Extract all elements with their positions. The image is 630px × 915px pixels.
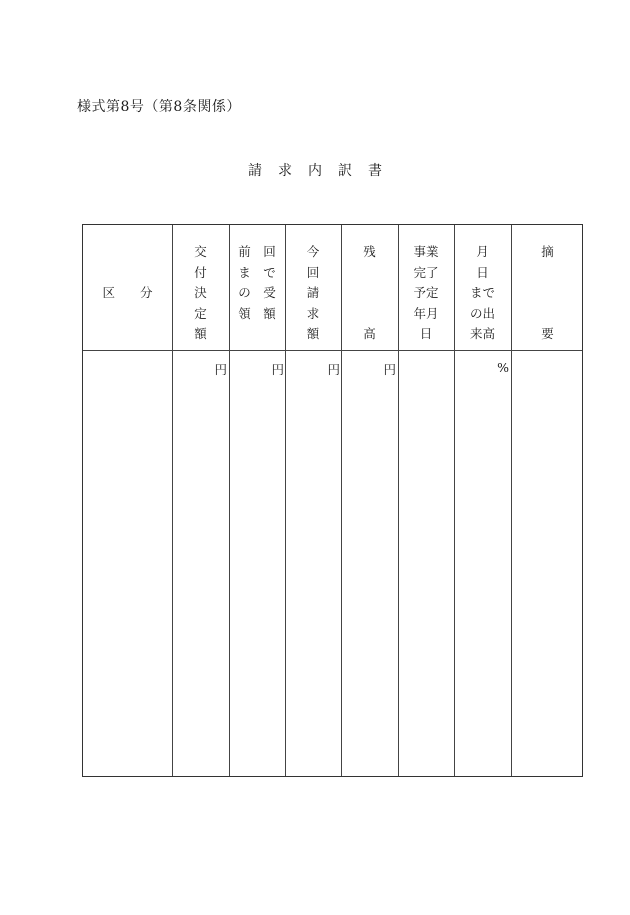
header-zandaka <box>341 225 398 350</box>
header-line: 前 回 <box>238 244 276 259</box>
header-line: 今 <box>306 244 320 259</box>
header-line: の出 <box>469 305 495 321</box>
header-line: 予定 <box>413 285 439 300</box>
header-line: 回 <box>306 264 320 280</box>
breakdown-table <box>82 224 583 777</box>
header-line: 日 <box>476 264 489 280</box>
form-number-label: 様式第8号（第8条関係） <box>77 99 241 115</box>
title-char: 書 <box>368 163 382 179</box>
title-char: 訳 <box>338 163 352 179</box>
header-line: 額 <box>306 326 320 341</box>
unit-label-yen: 円 <box>327 362 340 377</box>
header-line: まで <box>469 285 495 300</box>
header-line: 摘 <box>541 244 554 259</box>
header-dekidaka <box>454 225 511 350</box>
header-line: 決 <box>194 285 207 300</box>
header-kubun <box>83 225 172 350</box>
header-line: 完了 <box>413 264 439 280</box>
header-line: 定 <box>194 305 207 321</box>
title-char: 請 <box>248 163 262 179</box>
header-line: 区 分 <box>102 285 153 300</box>
header-line: 請 <box>306 285 320 300</box>
header-konkai-seikyu-gaku <box>285 225 341 350</box>
header-line: 要 <box>541 326 554 341</box>
header-line: 求 <box>306 305 320 321</box>
header-line: 残 <box>363 244 376 259</box>
unit-label-yen: 円 <box>383 362 396 377</box>
header-line: 日 <box>419 326 433 341</box>
header-kofu-kettei-gaku <box>172 225 229 350</box>
header-line: 交 <box>194 244 207 259</box>
header-line: 年月 <box>413 305 439 321</box>
header-line: 高 <box>363 326 376 341</box>
document-title <box>0 160 630 180</box>
header-line: 月 <box>476 244 489 259</box>
header-line: 来高 <box>469 326 495 341</box>
header-line: 付 <box>194 264 207 280</box>
header-line: 領 額 <box>238 305 276 321</box>
header-line: の 受 <box>238 285 276 300</box>
unit-label-yen: 円 <box>271 362 284 377</box>
header-zenkai-juryo-gaku <box>229 225 285 350</box>
unit-label-yen: 円 <box>214 362 227 377</box>
title-char: 内 <box>308 163 322 179</box>
header-line: 額 <box>194 326 207 341</box>
header-tekiyo <box>511 225 584 350</box>
header-line: ま で <box>238 264 276 280</box>
header-line: 事業 <box>413 244 439 259</box>
title-char: 求 <box>278 163 292 179</box>
header-divider <box>83 350 582 351</box>
unit-label-percent: % <box>497 360 509 375</box>
header-jigyo-kanryo-yotei-bi <box>398 225 454 350</box>
